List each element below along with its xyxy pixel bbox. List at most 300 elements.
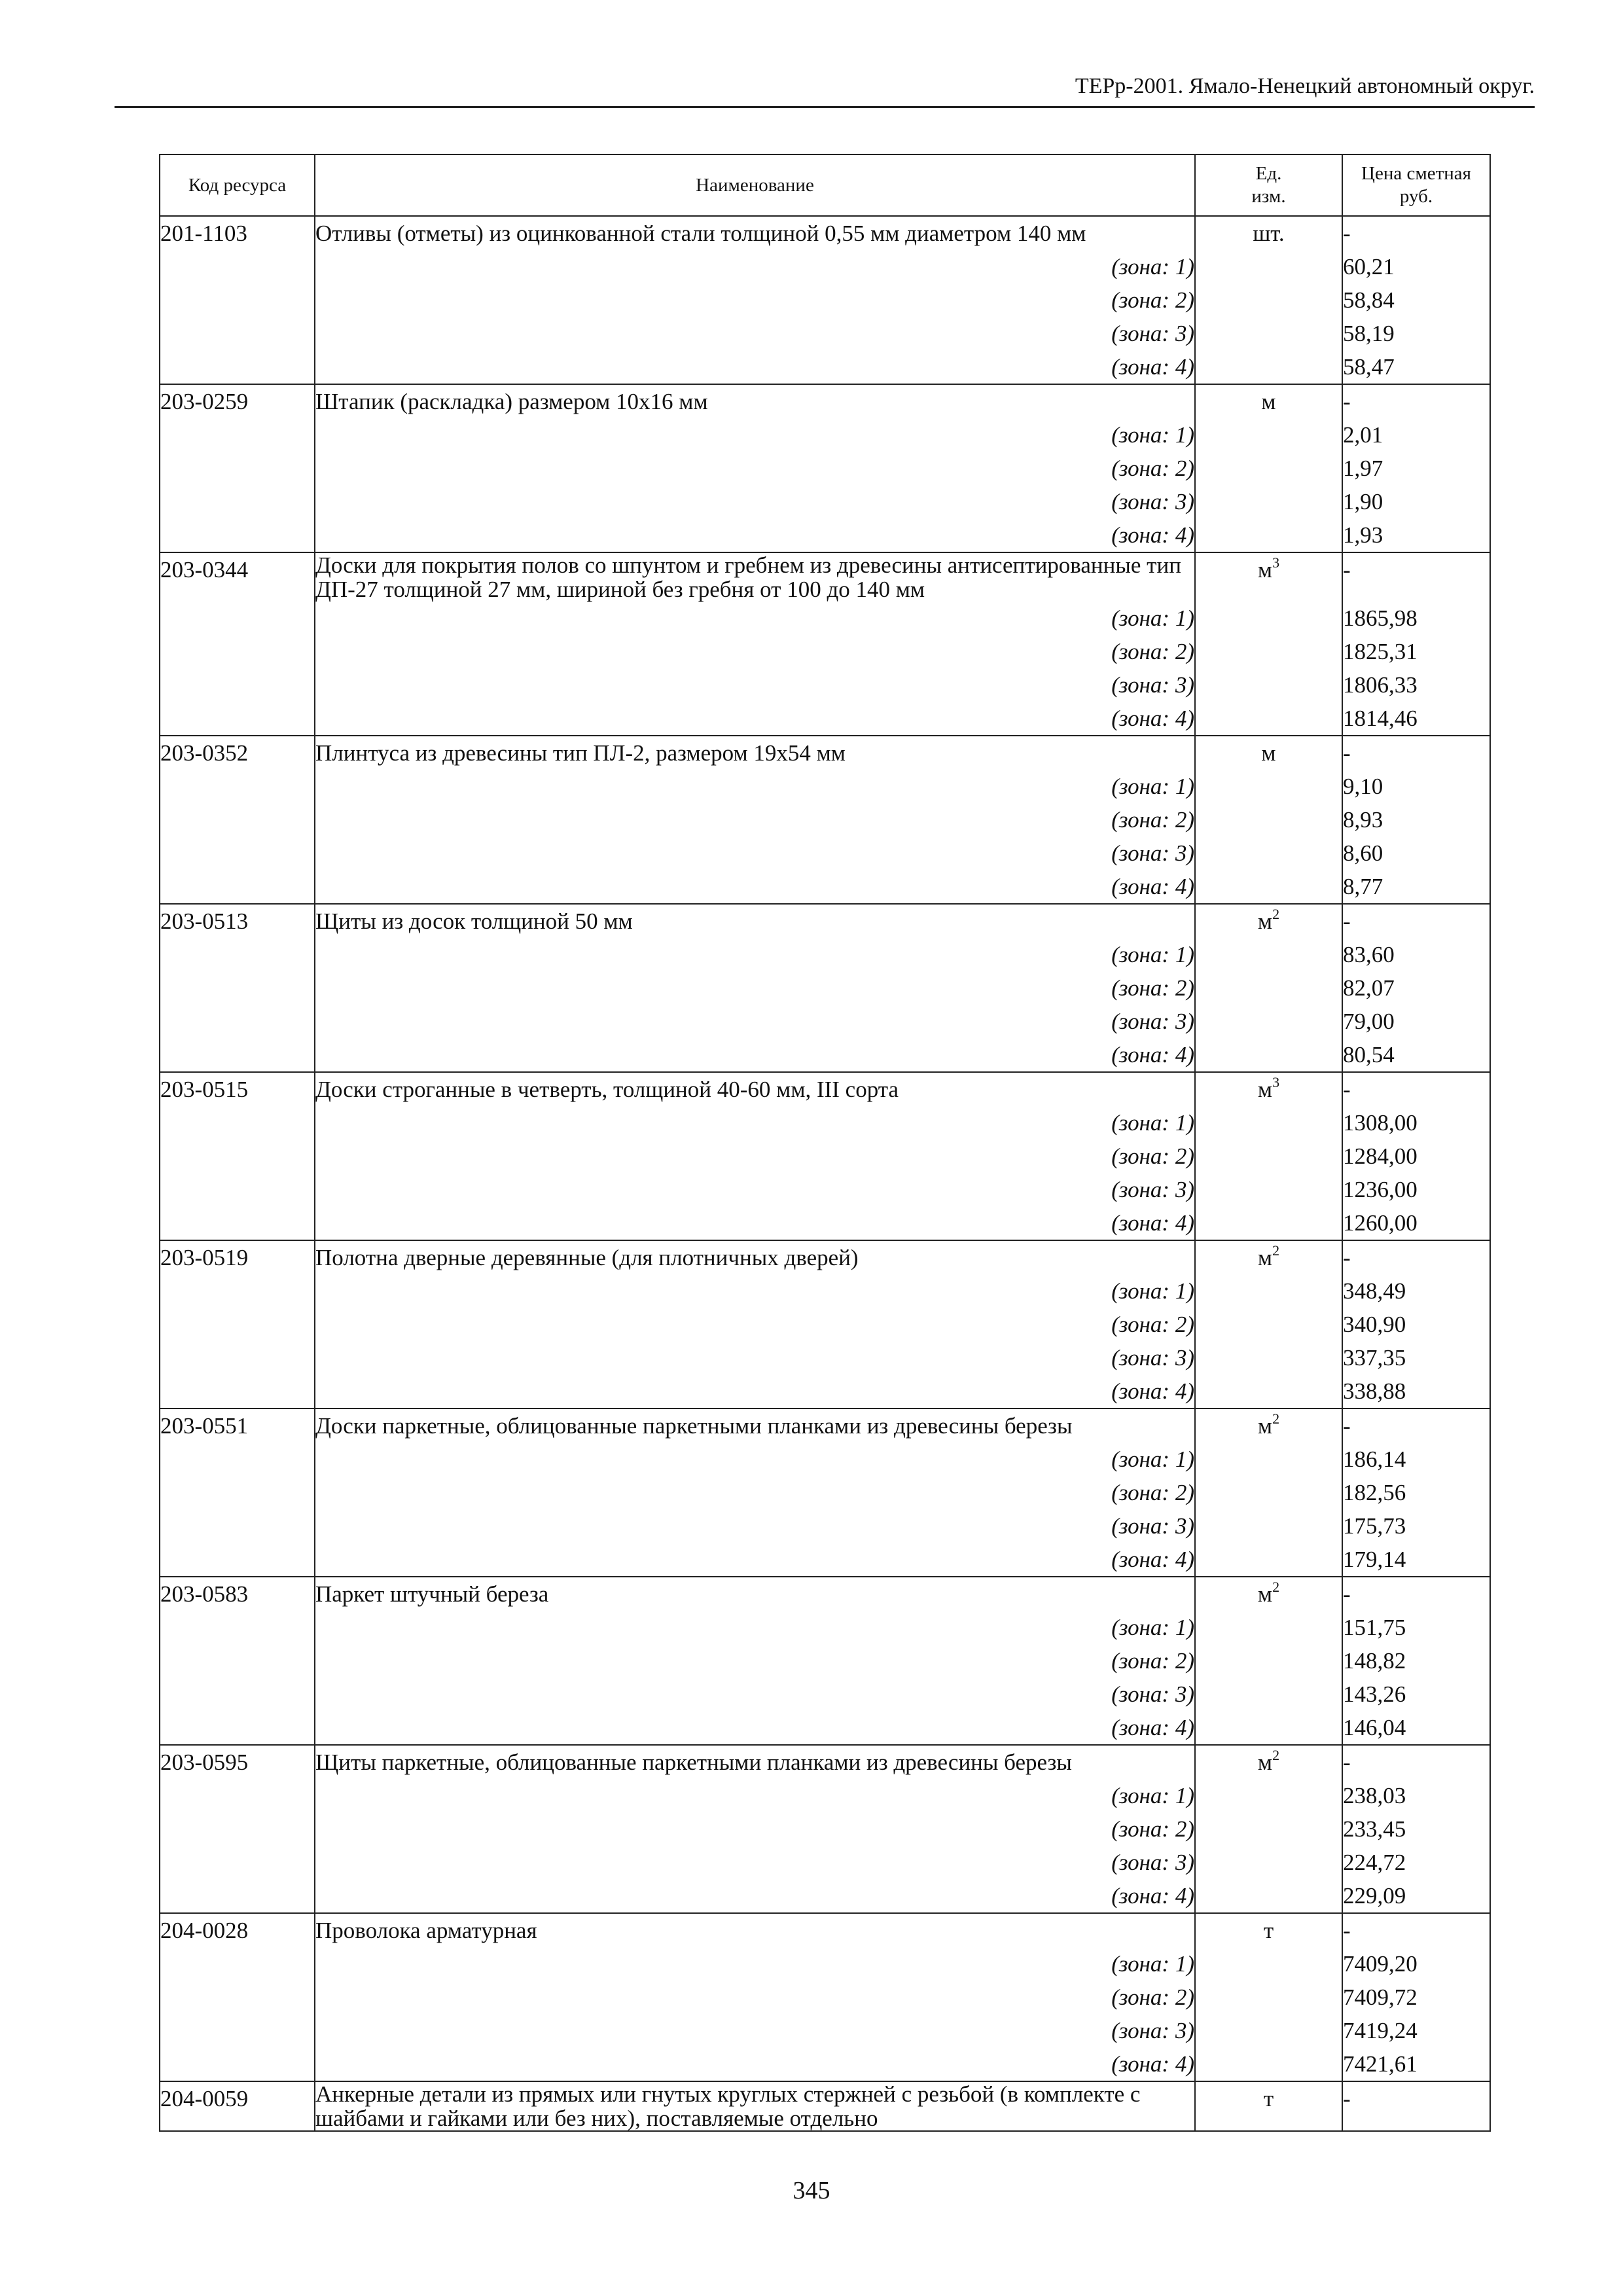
resource-code: 203-0259: [160, 384, 315, 418]
empty-cell: [1195, 1038, 1342, 1072]
zone-label: (зона: 4): [315, 518, 1195, 552]
zone-row: [160, 1374, 1490, 1408]
base-price: -: [1342, 1072, 1490, 1106]
empty-cell: [160, 1509, 315, 1543]
empty-cell: [160, 1611, 315, 1644]
unit-cell: [1195, 1240, 1342, 1274]
col-header-unit: [1195, 154, 1342, 216]
zone-row: [160, 1981, 1490, 2014]
empty-cell: [1195, 1308, 1342, 1341]
empty-cell: [1195, 317, 1342, 350]
empty-cell: [1195, 601, 1342, 635]
zone-price: 224,72: [1342, 1846, 1490, 1879]
zone-label: (зона: 1): [315, 1274, 1195, 1308]
zone-label: (зона: 4): [315, 1543, 1195, 1577]
zone-row: [160, 836, 1490, 870]
unit-cell: [1195, 1745, 1342, 1779]
zone-row: [160, 485, 1490, 518]
unit: м: [1257, 1413, 1273, 1439]
zone-label: (зона: 1): [315, 770, 1195, 803]
zone-row: [160, 1509, 1490, 1543]
zone-price: 238,03: [1342, 1779, 1490, 1812]
zone-price: 348,49: [1342, 1274, 1490, 1308]
zone-label: (зона: 3): [315, 1846, 1195, 1879]
col-header-price: [1342, 154, 1490, 216]
table-row: [160, 736, 1490, 770]
unit-cell: [1195, 1408, 1342, 1443]
zone-label: (зона: 1): [315, 1947, 1195, 1981]
zone-row: [160, 1879, 1490, 1913]
resource-code: 201-1103: [160, 216, 315, 250]
empty-cell: [160, 1374, 315, 1408]
zone-price: 1284,00: [1342, 1139, 1490, 1173]
zone-price: 9,10: [1342, 770, 1490, 803]
zone-label: (зона: 1): [315, 601, 1195, 635]
unit-exponent: 3: [1272, 1074, 1280, 1090]
zone-price: 1236,00: [1342, 1173, 1490, 1206]
empty-cell: [1195, 452, 1342, 485]
empty-cell: [160, 938, 315, 971]
resource-code: 203-0595: [160, 1745, 315, 1779]
empty-cell: [1195, 635, 1342, 668]
zone-row: [160, 1308, 1490, 1341]
empty-cell: [1195, 1206, 1342, 1240]
zone-row: [160, 1611, 1490, 1644]
zone-row: [160, 2047, 1490, 2081]
zone-price: 1865,98: [1342, 601, 1490, 635]
zone-price: 1825,31: [1342, 635, 1490, 668]
zone-price: 58,19: [1342, 317, 1490, 350]
base-price: -: [1342, 1913, 1490, 1947]
empty-cell: [160, 1038, 315, 1072]
resource-code: 203-0583: [160, 1577, 315, 1611]
zone-label: (зона: 3): [315, 1173, 1195, 1206]
zone-row: [160, 1779, 1490, 1812]
table-row: [160, 1577, 1490, 1611]
zone-label: (зона: 4): [315, 1206, 1195, 1240]
zone-label: (зона: 2): [315, 635, 1195, 668]
zone-row: [160, 770, 1490, 803]
unit-cell: [1195, 2081, 1342, 2131]
zone-price: 338,88: [1342, 1374, 1490, 1408]
empty-cell: [1195, 1374, 1342, 1408]
unit-cell: [1195, 552, 1342, 601]
zone-label: (зона: 2): [315, 803, 1195, 836]
zone-label: (зона: 3): [315, 1005, 1195, 1038]
zone-label: (зона: 1): [315, 418, 1195, 452]
empty-cell: [160, 1005, 315, 1038]
zone-row: [160, 1173, 1490, 1206]
zone-label: (зона: 2): [315, 452, 1195, 485]
base-price: -: [1342, 1240, 1490, 1274]
unit: м: [1257, 1749, 1273, 1775]
resource-name: Плинтуса из древесины тип ПЛ-2, размером 19х54 мм: [315, 736, 1195, 770]
zone-row: [160, 668, 1490, 702]
unit: шт.: [1253, 221, 1285, 246]
base-price: -: [1342, 736, 1490, 770]
base-price: -: [1342, 216, 1490, 250]
unit-exponent: 2: [1272, 1579, 1280, 1595]
zone-row: [160, 803, 1490, 836]
table-row: [160, 1913, 1490, 1947]
table-body: [160, 216, 1490, 2131]
zone-price: 8,93: [1342, 803, 1490, 836]
empty-cell: [160, 1308, 315, 1341]
zone-label: (зона: 2): [315, 971, 1195, 1005]
unit: м: [1261, 740, 1276, 766]
empty-cell: [1195, 836, 1342, 870]
zone-row: [160, 250, 1490, 283]
zone-price: 1814,46: [1342, 702, 1490, 736]
zone-row: [160, 2014, 1490, 2047]
zone-price: 151,75: [1342, 1611, 1490, 1644]
zone-price: 7421,61: [1342, 2047, 1490, 2081]
zone-price: 229,09: [1342, 1879, 1490, 1913]
empty-cell: [160, 283, 315, 317]
unit-cell: [1195, 904, 1342, 938]
zone-row: [160, 1274, 1490, 1308]
empty-cell: [1195, 518, 1342, 552]
resource-code: 203-0352: [160, 736, 315, 770]
empty-cell: [160, 518, 315, 552]
zone-label: (зона: 4): [315, 702, 1195, 736]
zone-label: (зона: 1): [315, 1611, 1195, 1644]
zone-row: [160, 1677, 1490, 1711]
empty-cell: [160, 668, 315, 702]
zone-label: (зона: 3): [315, 668, 1195, 702]
empty-cell: [160, 350, 315, 384]
table-row: [160, 1072, 1490, 1106]
zone-label: (зона: 2): [315, 1308, 1195, 1341]
resource-code: 203-0515: [160, 1072, 315, 1106]
zone-price: 8,77: [1342, 870, 1490, 904]
empty-cell: [1195, 870, 1342, 904]
zone-label: (зона: 3): [315, 1509, 1195, 1543]
resource-name: Анкерные детали из прямых или гнутых круглых стержней с резьбой (в комплекте с шайбами и гайками или без них), поставляемые отдельно: [315, 2081, 1195, 2131]
empty-cell: [1195, 1543, 1342, 1577]
unit-cell: [1195, 216, 1342, 250]
table-row: [160, 384, 1490, 418]
zone-price: 1308,00: [1342, 1106, 1490, 1139]
zone-row: [160, 518, 1490, 552]
zone-label: (зона: 3): [315, 2014, 1195, 2047]
empty-cell: [160, 2047, 315, 2081]
empty-cell: [1195, 1173, 1342, 1206]
zone-label: (зона: 2): [315, 1139, 1195, 1173]
zone-price: 8,60: [1342, 836, 1490, 870]
table-header-row: [160, 154, 1490, 216]
col-header-name: Наименование: [315, 154, 1195, 216]
empty-cell: [160, 452, 315, 485]
zone-row: [160, 1846, 1490, 1879]
resource-name: Щиты паркетные, облицованные паркетными планками из древесины березы: [315, 1745, 1195, 1779]
resource-code: 203-0513: [160, 904, 315, 938]
unit: м: [1257, 1581, 1273, 1607]
resource-name: Доски для покрытия полов со шпунтом и гребнем из древесины антисептированные тип ДП-27 толщиной 27 мм, шириной без гребня от 100 до 140 мм: [315, 552, 1195, 601]
empty-cell: [1195, 283, 1342, 317]
zone-label: (зона: 1): [315, 1443, 1195, 1476]
zone-label: (зона: 2): [315, 1644, 1195, 1677]
zone-price: 1806,33: [1342, 668, 1490, 702]
empty-cell: [160, 1879, 315, 1913]
zone-label: (зона: 3): [315, 1677, 1195, 1711]
zone-label: (зона: 2): [315, 283, 1195, 317]
col-header-unit-line2: изм.: [1251, 186, 1286, 207]
empty-cell: [160, 1812, 315, 1846]
unit-cell: [1195, 736, 1342, 770]
zone-label: (зона: 3): [315, 317, 1195, 350]
zone-price: 1,97: [1342, 452, 1490, 485]
table-row: [160, 216, 1490, 250]
zone-row: [160, 418, 1490, 452]
empty-cell: [1195, 250, 1342, 283]
empty-cell: [160, 803, 315, 836]
empty-cell: [1195, 770, 1342, 803]
running-header: ТЕРр-2001. Ямало-Ненецкий автономный округ.: [115, 73, 1535, 108]
base-price: -: [1342, 384, 1490, 418]
empty-cell: [1195, 702, 1342, 736]
unit: м: [1261, 389, 1276, 414]
empty-cell: [1195, 1139, 1342, 1173]
zone-price: 148,82: [1342, 1644, 1490, 1677]
zone-price: 186,14: [1342, 1443, 1490, 1476]
resource-code: 203-0344: [160, 552, 315, 601]
zone-row: [160, 971, 1490, 1005]
zone-row: [160, 1711, 1490, 1745]
empty-cell: [160, 485, 315, 518]
empty-cell: [160, 770, 315, 803]
zone-price: 7409,72: [1342, 1981, 1490, 2014]
empty-cell: [1195, 1106, 1342, 1139]
resource-price-table: [159, 154, 1491, 2132]
empty-cell: [160, 971, 315, 1005]
empty-cell: [1195, 1644, 1342, 1677]
table-row: [160, 2081, 1490, 2131]
empty-cell: [1195, 668, 1342, 702]
unit: т: [1263, 1918, 1274, 1943]
zone-label: (зона: 1): [315, 250, 1195, 283]
unit-cell: [1195, 1913, 1342, 1947]
empty-cell: [1195, 1476, 1342, 1509]
empty-cell: [1195, 971, 1342, 1005]
zone-label: (зона: 2): [315, 1981, 1195, 2014]
zone-label: (зона: 4): [315, 1374, 1195, 1408]
empty-cell: [160, 418, 315, 452]
empty-cell: [160, 1644, 315, 1677]
empty-cell: [1195, 485, 1342, 518]
empty-cell: [160, 1139, 315, 1173]
col-header-price-line2: руб.: [1399, 186, 1433, 207]
resource-name: Проволока арматурная: [315, 1913, 1195, 1947]
resource-name: Штапик (раскладка) размером 10х16 мм: [315, 384, 1195, 418]
empty-cell: [1195, 1443, 1342, 1476]
zone-price: 146,04: [1342, 1711, 1490, 1745]
empty-cell: [160, 1443, 315, 1476]
zone-row: [160, 1812, 1490, 1846]
zone-row: [160, 317, 1490, 350]
zone-price: 175,73: [1342, 1509, 1490, 1543]
empty-cell: [1195, 1005, 1342, 1038]
empty-cell: [160, 870, 315, 904]
zone-price: 182,56: [1342, 1476, 1490, 1509]
col-header-unit-line1: Ед.: [1255, 163, 1282, 184]
zone-label: (зона: 3): [315, 836, 1195, 870]
empty-cell: [1195, 418, 1342, 452]
empty-cell: [1195, 1812, 1342, 1846]
zone-row: [160, 1139, 1490, 1173]
zone-price: 143,26: [1342, 1677, 1490, 1711]
zone-row: [160, 452, 1490, 485]
empty-cell: [160, 1341, 315, 1374]
base-price: -: [1342, 552, 1490, 601]
zone-row: [160, 1005, 1490, 1038]
zone-row: [160, 1038, 1490, 1072]
unit-exponent: 2: [1272, 1410, 1280, 1427]
resource-name: Щиты из досок толщиной 50 мм: [315, 904, 1195, 938]
page-number: 345: [793, 2177, 830, 2204]
unit: м: [1257, 557, 1273, 583]
empty-cell: [1195, 803, 1342, 836]
empty-cell: [160, 1677, 315, 1711]
empty-cell: [1195, 2014, 1342, 2047]
zone-price: 58,47: [1342, 350, 1490, 384]
zone-price: 2,01: [1342, 418, 1490, 452]
zone-price: 1,93: [1342, 518, 1490, 552]
empty-cell: [1195, 1611, 1342, 1644]
empty-cell: [160, 702, 315, 736]
zone-price: 340,90: [1342, 1308, 1490, 1341]
empty-cell: [160, 836, 315, 870]
zone-label: (зона: 1): [315, 1779, 1195, 1812]
zone-row: [160, 1947, 1490, 1981]
table-row: [160, 1745, 1490, 1779]
empty-cell: [160, 1206, 315, 1240]
zone-price: 337,35: [1342, 1341, 1490, 1374]
zone-price: 79,00: [1342, 1005, 1490, 1038]
resource-name: Полотна дверные деревянные (для плотничных дверей): [315, 1240, 1195, 1274]
empty-cell: [160, 1981, 315, 2014]
table-row: [160, 1408, 1490, 1443]
zone-row: [160, 601, 1490, 635]
empty-cell: [160, 1106, 315, 1139]
zone-row: [160, 1341, 1490, 1374]
table-row: [160, 1240, 1490, 1274]
table-row: [160, 904, 1490, 938]
zone-row: [160, 1206, 1490, 1240]
zone-row: [160, 283, 1490, 317]
empty-cell: [160, 635, 315, 668]
empty-cell: [160, 1846, 315, 1879]
zone-label: (зона: 3): [315, 485, 1195, 518]
empty-cell: [1195, 2047, 1342, 2081]
zone-row: [160, 350, 1490, 384]
zone-price: 82,07: [1342, 971, 1490, 1005]
zone-row: [160, 938, 1490, 971]
zone-price: 1,90: [1342, 485, 1490, 518]
zone-label: (зона: 4): [315, 350, 1195, 384]
resource-name: Доски паркетные, облицованные паркетными планками из древесины березы: [315, 1408, 1195, 1443]
unit: т: [1263, 2086, 1274, 2111]
zone-label: (зона: 4): [315, 1038, 1195, 1072]
empty-cell: [1195, 938, 1342, 971]
zone-row: [160, 1644, 1490, 1677]
resource-code: 203-0519: [160, 1240, 315, 1274]
empty-cell: [160, 1173, 315, 1206]
base-price: -: [1342, 1577, 1490, 1611]
unit-exponent: 2: [1272, 1242, 1280, 1259]
empty-cell: [160, 1779, 315, 1812]
zone-label: (зона: 4): [315, 1879, 1195, 1913]
unit-cell: [1195, 384, 1342, 418]
zone-label: (зона: 3): [315, 1341, 1195, 1374]
empty-cell: [160, 1947, 315, 1981]
empty-cell: [1195, 350, 1342, 384]
resource-code: 203-0551: [160, 1408, 315, 1443]
resource-code: 204-0059: [160, 2081, 315, 2131]
empty-cell: [160, 1543, 315, 1577]
zone-label: (зона: 4): [315, 2047, 1195, 2081]
unit: м: [1257, 1245, 1273, 1270]
zone-price: 60,21: [1342, 250, 1490, 283]
empty-cell: [1195, 1509, 1342, 1543]
empty-cell: [160, 1711, 315, 1745]
zone-label: (зона: 2): [315, 1812, 1195, 1846]
empty-cell: [160, 2014, 315, 2047]
zone-row: [160, 870, 1490, 904]
empty-cell: [1195, 1947, 1342, 1981]
zone-row: [160, 1476, 1490, 1509]
zone-row: [160, 1443, 1490, 1476]
zone-row: [160, 635, 1490, 668]
empty-cell: [1195, 1981, 1342, 2014]
zone-row: [160, 702, 1490, 736]
empty-cell: [1195, 1711, 1342, 1745]
col-header-code: Код ресурса: [160, 154, 315, 216]
zone-row: [160, 1543, 1490, 1577]
empty-cell: [1195, 1846, 1342, 1879]
empty-cell: [160, 1274, 315, 1308]
empty-cell: [160, 601, 315, 635]
zone-price: 7409,20: [1342, 1947, 1490, 1981]
base-price: -: [1342, 904, 1490, 938]
empty-cell: [1195, 1274, 1342, 1308]
unit-exponent: 3: [1272, 554, 1280, 571]
zone-label: (зона: 4): [315, 1711, 1195, 1745]
resource-name: Паркет штучный береза: [315, 1577, 1195, 1611]
empty-cell: [1195, 1879, 1342, 1913]
zone-row: [160, 1106, 1490, 1139]
unit-exponent: 2: [1272, 1747, 1280, 1763]
base-price: -: [1342, 2081, 1490, 2131]
empty-cell: [1195, 1779, 1342, 1812]
zone-label: (зона: 1): [315, 938, 1195, 971]
empty-cell: [160, 317, 315, 350]
zone-label: (зона: 2): [315, 1476, 1195, 1509]
base-price: -: [1342, 1745, 1490, 1779]
empty-cell: [1195, 1677, 1342, 1711]
zone-price: 7419,24: [1342, 2014, 1490, 2047]
unit-exponent: 2: [1272, 906, 1280, 922]
unit: м: [1257, 1077, 1273, 1102]
table-row: [160, 552, 1490, 601]
empty-cell: [160, 1476, 315, 1509]
resource-code: 204-0028: [160, 1913, 315, 1947]
zone-price: 83,60: [1342, 938, 1490, 971]
unit: м: [1257, 908, 1273, 934]
unit-cell: [1195, 1577, 1342, 1611]
zone-price: 179,14: [1342, 1543, 1490, 1577]
zone-price: 233,45: [1342, 1812, 1490, 1846]
